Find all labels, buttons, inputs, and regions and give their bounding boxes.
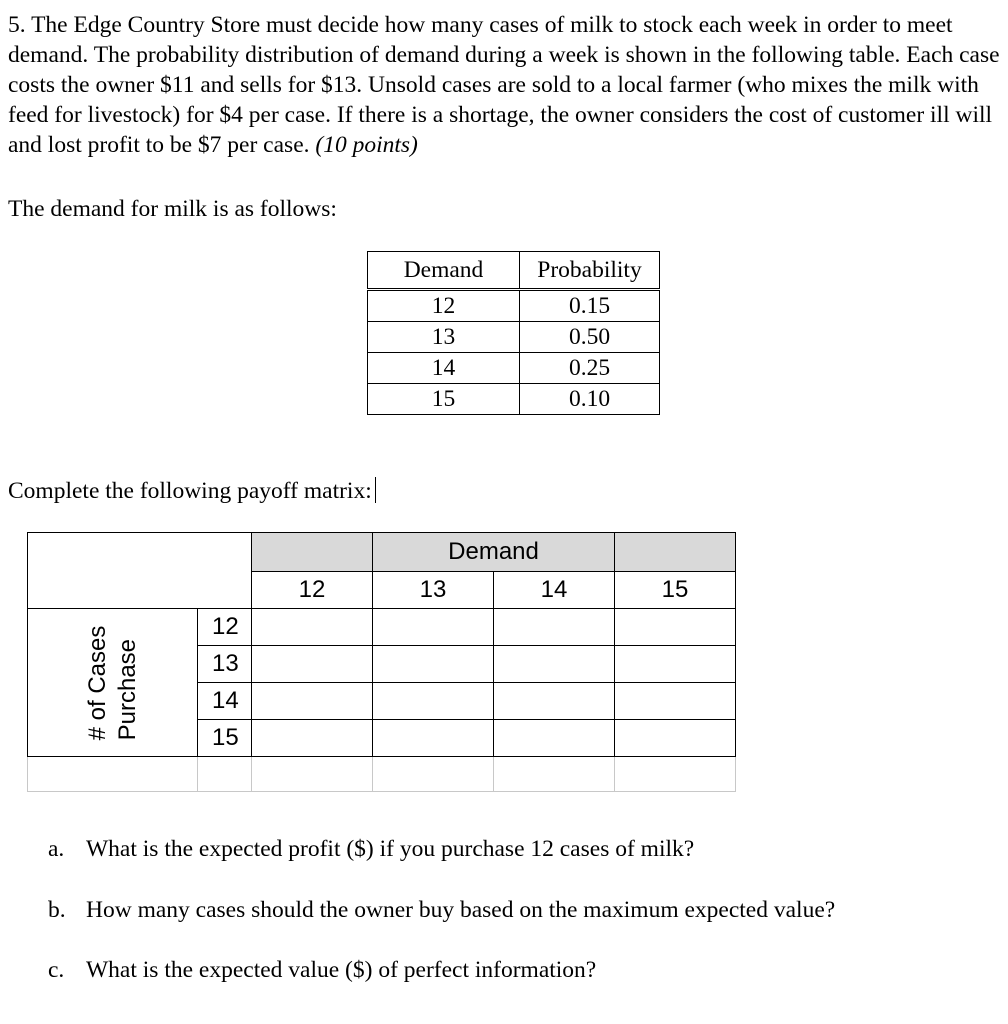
question-letter: b. bbox=[48, 897, 66, 923]
matrix-corner-cell bbox=[28, 533, 252, 609]
payoff-intro: Complete the following payoff matrix: bbox=[8, 478, 372, 504]
header-fill-cell bbox=[615, 533, 736, 572]
problem-statement bbox=[8, 10, 1004, 160]
payoff-matrix bbox=[27, 532, 736, 792]
row-header-13: 13 bbox=[198, 646, 252, 683]
demand-header: Demand bbox=[368, 252, 520, 290]
problem-points: (10 points) bbox=[315, 132, 418, 158]
blank-cell[interactable] bbox=[615, 757, 736, 792]
problem-text: 5. The Edge Country Store must decide how many cases of milk to stock each week in order to meet demand. The probability distribution of demand during a week is shown in the following table. Each case costs the owner $11 and sells for $13. Unsold cases are sold to a local farmer (who mixes the milk with feed for livestock) for $4 per case. If there is a shortage, the owner considers the cost of customer ill will and lost profit to be $7 per case. bbox=[8, 12, 1000, 158]
question-c bbox=[48, 955, 596, 985]
probability-header: Probability bbox=[520, 252, 660, 290]
question-b bbox=[48, 895, 835, 925]
demand-value: 13 bbox=[368, 322, 520, 353]
demand-probability-table bbox=[367, 251, 660, 415]
row-header-15: 15 bbox=[198, 720, 252, 757]
blank-cell[interactable] bbox=[494, 757, 615, 792]
payoff-cell[interactable] bbox=[494, 609, 615, 646]
payoff-cell[interactable] bbox=[373, 720, 494, 757]
payoff-intro-line bbox=[8, 476, 376, 506]
blank-cell[interactable] bbox=[198, 757, 252, 792]
demand-intro: The demand for milk is as follows: bbox=[8, 196, 337, 222]
question-letter: a. bbox=[48, 836, 65, 862]
demand-value: 15 bbox=[368, 384, 520, 415]
payoff-cell[interactable] bbox=[615, 683, 736, 720]
column-header-15: 15 bbox=[615, 572, 736, 609]
question-text: What is the expected value ($) of perfect information? bbox=[86, 957, 597, 983]
cases-label: # of Cases bbox=[83, 625, 111, 740]
payoff-cell[interactable] bbox=[252, 683, 373, 720]
table-row bbox=[368, 384, 660, 415]
text-cursor bbox=[375, 477, 376, 503]
blank-cell[interactable] bbox=[28, 757, 198, 792]
probability-value: 0.10 bbox=[520, 384, 660, 415]
probability-value: 0.15 bbox=[520, 290, 660, 322]
payoff-cell[interactable] bbox=[615, 646, 736, 683]
demand-value: 12 bbox=[368, 290, 520, 322]
table-header-row bbox=[368, 252, 660, 290]
payoff-cell[interactable] bbox=[615, 720, 736, 757]
row-header-12: 12 bbox=[198, 609, 252, 646]
table-row bbox=[368, 290, 660, 322]
question-text: How many cases should the owner buy based on the maximum expected value? bbox=[86, 897, 836, 923]
probability-value: 0.50 bbox=[520, 322, 660, 353]
question-text: What is the expected profit ($) if you purchase 12 cases of milk? bbox=[86, 836, 695, 862]
blank-cell[interactable] bbox=[373, 757, 494, 792]
table-row bbox=[368, 353, 660, 384]
table-row bbox=[368, 322, 660, 353]
payoff-cell[interactable] bbox=[373, 609, 494, 646]
column-header-13: 13 bbox=[373, 572, 494, 609]
table-row bbox=[28, 609, 736, 646]
payoff-cell[interactable] bbox=[373, 646, 494, 683]
probability-value: 0.25 bbox=[520, 353, 660, 384]
row-header-14: 14 bbox=[198, 683, 252, 720]
payoff-cell[interactable] bbox=[373, 683, 494, 720]
column-header-12: 12 bbox=[252, 572, 373, 609]
cases-purchase-label-cell bbox=[28, 609, 198, 757]
payoff-cell[interactable] bbox=[494, 646, 615, 683]
payoff-cell[interactable] bbox=[252, 609, 373, 646]
column-header-14: 14 bbox=[494, 572, 615, 609]
demand-header-row bbox=[28, 533, 736, 572]
question-a bbox=[48, 834, 694, 864]
matrix-demand-label: Demand bbox=[373, 533, 615, 572]
payoff-cell[interactable] bbox=[494, 683, 615, 720]
payoff-cell[interactable] bbox=[252, 646, 373, 683]
payoff-cell[interactable] bbox=[252, 720, 373, 757]
payoff-cell[interactable] bbox=[494, 720, 615, 757]
purchase-label: Purchase bbox=[113, 638, 141, 740]
cases-purchase-label bbox=[83, 625, 143, 740]
payoff-cell[interactable] bbox=[615, 609, 736, 646]
blank-row bbox=[28, 757, 736, 792]
demand-value: 14 bbox=[368, 353, 520, 384]
blank-cell[interactable] bbox=[252, 757, 373, 792]
question-letter: c. bbox=[48, 957, 65, 983]
header-fill-cell bbox=[252, 533, 373, 572]
